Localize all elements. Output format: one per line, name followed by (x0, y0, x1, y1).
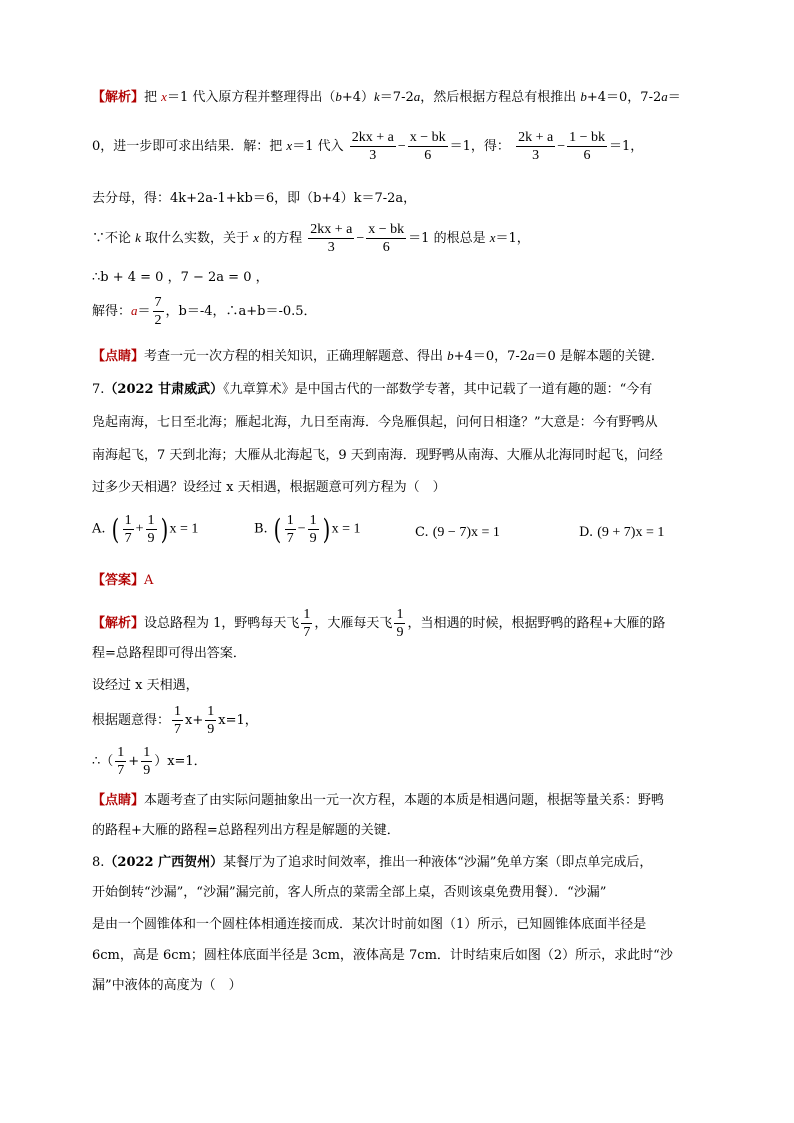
analysis-line-3: 去分母，得：4k+2a-1+kb＝6，即（b+4）k＝7-2a， (92, 191, 417, 206)
analysis2-line-5: ∴（ $\frac{1}{7}$ + $\frac{1}{9}$ ）x=1． (92, 745, 207, 778)
analysis2-line-2: 程=总路程即可得出答案． (92, 646, 246, 661)
fraction: $\frac{2k + a}{3}$ (518, 130, 554, 163)
question-8-line-4: 6cm，高是 6cm；圆柱体底面半径是 3cm，液体高是 7cm．计时结束后如图（2）所示，求此时“沙 (92, 948, 673, 963)
question-7-line-4: 过多少天相遇？设经过 x 天相遇，根据题意可列方程为（ ） (92, 480, 446, 495)
fraction: $\frac{7}{2}$ (154, 295, 162, 328)
question-7-line-2: 凫起南海，七日至北海；雁起北海，九日至南海．今凫雁俱起，问何日相逢？”大意是：今有野鸭从 (92, 415, 658, 430)
key-point-line: 【点睛】考查一元一次方程的相关知识，正确理解题意、得出 b+4＝0，7-2a＝0 是解本题的关键． (92, 348, 664, 364)
question-8-line-1: 8.（2022 广西贺州）某餐厅为了追求时间效率，推出一种液体“沙漏”免单方案（即点单完成后， (92, 855, 653, 870)
answer-line (92, 571, 153, 591)
question-7-options (92, 512, 712, 556)
analysis2-line-4: 根据题意得： $\frac{1}{7}$ x+ $\frac{1}{9}$ x=1， (92, 704, 258, 737)
question-source: （2022 广西贺州） (104, 855, 224, 870)
analysis-line-4: ∵不论 k 取什么实数，关于 x 的方程 $\frac{2kx + a}{3}$ − $\frac{x - bk}{6}$ ＝1 的根总是 x＝1， (92, 222, 530, 255)
analysis-line-6: 解得：a＝ $\frac{7}{2}$ ，b＝-4，∴a+b＝-0.5． (92, 295, 317, 328)
analysis-tag: 【解析】 (92, 90, 145, 105)
key-point-tag: 【点睛】 (92, 793, 145, 808)
answer-value: A (144, 573, 154, 588)
analysis-line-1: 【解析】把 x＝1 代入原方程并整理得出（b+4）k＝7-2a，然后根据方程总有根推出 b+4＝0，7-2a＝ (92, 89, 681, 105)
option-a[interactable]: A. ( $\frac{1}{7}$ + $\frac{1}{9}$ ) x = 1 (92, 512, 199, 546)
fraction: $\frac{1 - bk}{6}$ (569, 130, 605, 163)
key-point2-line-2: 的路程+大雁的路程=总路程列出方程是解题的关键． (92, 823, 400, 838)
answer-tag: 【答案】 (92, 573, 145, 588)
option-d[interactable]: D. (9 + 7)x = 1 (579, 525, 665, 540)
question-source: （2022 甘肃威武） (104, 382, 224, 397)
key-point2-line-1: 【点睛】本题考查了由实际问题抽象出一元一次方程，本题的本质是相遇问题，根据等量关系：野鸭 (92, 793, 665, 808)
fraction: $\frac{2kx + a}{3}$ (310, 222, 353, 255)
option-b[interactable]: B. ( $\frac{1}{7}$ − $\frac{1}{9}$ ) x = 1 (254, 512, 361, 546)
key-point-tag: 【点睛】 (92, 349, 145, 364)
question-8-line-5: 漏”中液体的高度为（ ） (92, 978, 242, 993)
question-8-line-2: 开始倒转“沙漏”，“沙漏”漏完前，客人所点的菜需全部上桌，否则该桌免费用餐）．“沙漏” (92, 885, 607, 900)
fraction: $\frac{x - bk}{6}$ (409, 130, 446, 163)
analysis2-line-3: 设经过 x 天相遇， (92, 678, 199, 693)
fraction: $\frac{x - bk}{6}$ (368, 222, 405, 255)
analysis2-line-1: 【解析】设总路程为 1，野鸭每天飞 $\frac{1}{7}$ ，大雁每天飞 $\frac{1}{9}$ ，当相遇的时候，根据野鸭的路程+大雁的路 (92, 607, 666, 640)
analysis-line-5: ∴b + 4 = 0 ，7 − 2a = 0 ， (92, 270, 269, 285)
analysis-tag: 【解析】 (92, 616, 145, 631)
analysis-line-2: 0，进一步即可求出结果．解：把 x＝1 代入 $\frac{2kx + a}{3}$ − $\frac{x - bk}{6}$ ＝1，得： $\frac{2k + a}{3}$ − $\frac{1 - bk}{6}$ ＝1， (92, 130, 644, 163)
option-c[interactable]: C. (9 − 7)x = 1 (415, 525, 500, 540)
question-number: 7. (92, 382, 105, 397)
question-number: 8. (92, 855, 105, 870)
question-7-line-3: 南海起飞，7 天到北海；大雁从北海起飞，9 天到南海．现野鸭从南海、大雁从北海同时起飞，问经 (92, 448, 663, 463)
question-7-line-1: 7.（2022 甘肃威武）《九章算术》是中国古代的一部数学专著，其中记载了一道有趣的题：“今有 (92, 382, 653, 397)
question-8-line-3: 是由一个圆锥体和一个圆柱体相通连接而成．某次计时前如图（1）所示，已知圆锥体底面半径是 (92, 917, 647, 932)
fraction: $\frac{2kx + a}{3}$ (351, 130, 394, 163)
